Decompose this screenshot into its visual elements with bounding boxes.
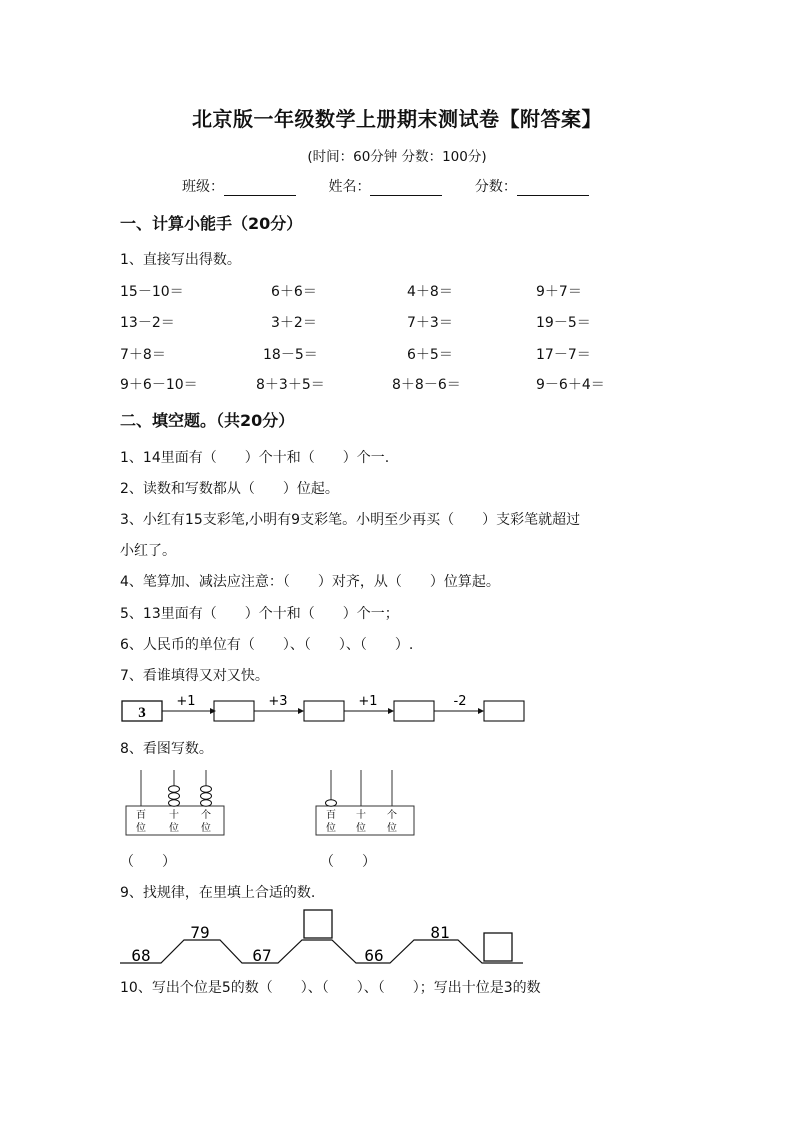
calc-r0c2: 4＋8＝ — [407, 284, 453, 300]
q7-chain — [118, 688, 538, 728]
q9-num-1: 68 — [131, 946, 151, 965]
class-label: 班级： — [182, 179, 224, 195]
score-label: 分数： — [474, 179, 517, 195]
q9-zigzag — [120, 940, 523, 963]
q7-op-4: -2 — [453, 694, 467, 709]
calc-r3c3: 9－6＋4＝ — [536, 377, 605, 393]
name-label: 姓名： — [328, 179, 371, 195]
abacus-1-ones-beads — [201, 786, 212, 806]
q5-text: 5、13里面有（ ）个十和（ ）个一； — [120, 606, 399, 622]
q7-text: 7、看谁填得又对又快。 — [120, 668, 269, 684]
name-blank[interactable] — [370, 181, 442, 196]
q7-op-1: +1 — [176, 694, 196, 709]
abacus-bead — [201, 793, 212, 799]
calc-r0c3: 9＋7＝ — [536, 284, 582, 300]
q7-answer-box-2[interactable] — [304, 701, 344, 721]
abacus-bead — [169, 793, 180, 799]
abacus-1-label-ones: 个 — [201, 810, 211, 821]
page-subtitle: (时间：60分钟 分数：100分) — [307, 149, 487, 165]
q3-text-cont: 小红了。 — [120, 543, 176, 559]
abacus-1-pos-1: 位 — [136, 823, 146, 834]
abacus-2-hundreds-beads — [326, 800, 337, 806]
calc-r2c2: 6＋5＝ — [407, 347, 453, 363]
q6-text: 6、人民币的单位有（ ）、（ ）、（ ）. — [120, 637, 414, 653]
abacus-1-pos-3: 位 — [201, 823, 211, 834]
abacus-bead — [169, 800, 180, 806]
q9-num-4: 66 — [364, 946, 384, 965]
abacus-bead — [169, 786, 180, 792]
q9-num-5: 81 — [430, 923, 450, 942]
calc-r1c2: 7＋3＝ — [407, 315, 453, 331]
q4-text: 4、笔算加、减法应注意：（ ）对齐，从（ ）位算起。 — [120, 574, 500, 590]
calc-r2c3: 17－7＝ — [536, 347, 591, 363]
calc-r0c0: 15－10＝ — [120, 284, 184, 300]
calc-r3c2: 8＋8－6＝ — [392, 377, 461, 393]
calc-r3c1: 8＋3＋5＝ — [256, 377, 325, 393]
q2-text: 2、读数和写数都从（ ）位起。 — [120, 481, 339, 497]
q10-text: 10、写出个位是5的数（ ）、（ ）、（ ）；写出十位是3的数 — [120, 980, 541, 996]
q9-text: 9、找规律，在里填上合适的数. — [120, 885, 316, 901]
abacus-bead — [201, 786, 212, 792]
q7-op-2: +3 — [268, 694, 288, 709]
q9-answer-box-1[interactable] — [304, 910, 332, 938]
q8-answer-1[interactable]: （ ） — [120, 854, 176, 870]
abacus-1-pos-2: 位 — [169, 823, 179, 834]
abacus-bead — [201, 800, 212, 806]
calc-r1c0: 13－2＝ — [120, 315, 175, 331]
q7-answer-box-3[interactable] — [394, 701, 434, 721]
abacus-2-pos-2: 位 — [356, 823, 366, 834]
abacus-2-label-hundreds: 百 — [326, 810, 336, 821]
abacus-2-pos-1: 位 — [326, 823, 336, 834]
q7-answer-box-4[interactable] — [484, 701, 524, 721]
q1-text: 1、14里面有（ ）个十和（ ）个一. — [120, 450, 390, 466]
section1-heading: 一、计算小能手（20分） — [120, 214, 303, 233]
q8-text: 8、看图写数。 — [120, 741, 213, 757]
abacus-1-label-hundreds: 百 — [136, 810, 146, 821]
page-title: 北京版一年级数学上册期末测试卷【附答案】 — [192, 107, 602, 131]
class-blank[interactable] — [224, 181, 296, 196]
score-blank[interactable] — [517, 181, 589, 196]
q9-num-2: 79 — [190, 923, 210, 942]
abacus-2-label-tens: 十 — [356, 810, 366, 821]
section2-heading: 二、填空题。（共20分） — [120, 411, 295, 430]
abacus-bead — [326, 800, 337, 806]
abacus-2-label-ones: 个 — [387, 810, 397, 821]
abacus-1-tens-beads — [169, 786, 180, 806]
abacus-2 — [310, 766, 420, 840]
q9-pattern — [118, 905, 528, 969]
q9-answer-box-2[interactable] — [484, 933, 512, 961]
abacus-1 — [120, 766, 230, 840]
calc-r2c1: 18－5＝ — [263, 347, 318, 363]
abacus-1-label-tens: 十 — [169, 810, 179, 821]
header-fields — [182, 176, 617, 196]
q3-text: 3、小红有15支彩笔,小明有9支彩笔。小明至少再买（ ）支彩笔就超过 — [120, 512, 581, 528]
q7-start-value: 3 — [138, 705, 146, 721]
q7-answer-box-1[interactable] — [214, 701, 254, 721]
abacus-2-pos-3: 位 — [387, 823, 397, 834]
q7-op-3: +1 — [358, 694, 378, 709]
q9-num-3: 67 — [252, 946, 272, 965]
calc-r1c3: 19－5＝ — [536, 315, 591, 331]
section1-instruction: 1、直接写出得数。 — [120, 252, 241, 268]
calc-r2c0: 7＋8＝ — [120, 347, 166, 363]
calc-r0c1: 6＋6＝ — [271, 284, 317, 300]
calc-r3c0: 9＋6－10＝ — [120, 377, 198, 393]
calc-r1c1: 3＋2＝ — [271, 315, 317, 331]
q8-answer-2[interactable]: （ ） — [320, 854, 376, 870]
